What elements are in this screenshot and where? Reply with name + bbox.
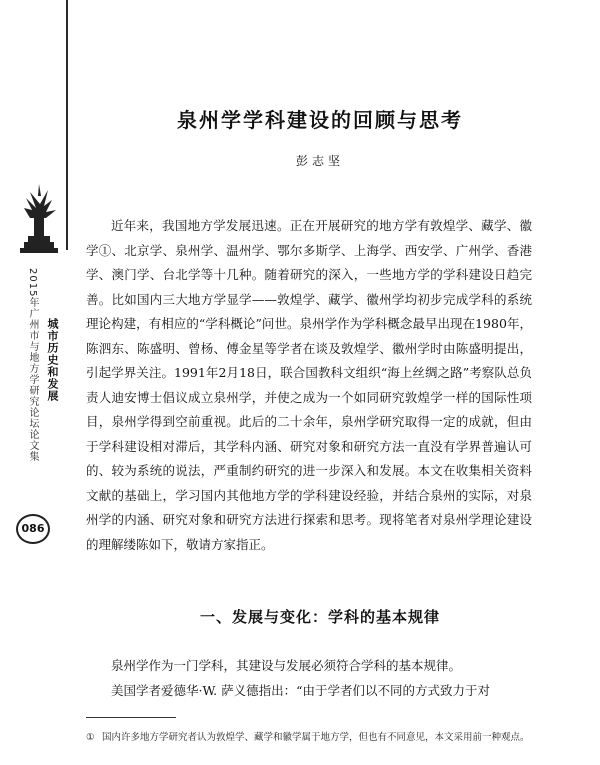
footnote-rule <box>86 717 176 718</box>
body-paragraph: 美国学者爱德华·W. 萨义德指出：“由于学者们以不同的方式致力于对 <box>111 682 490 698</box>
footnote-text: 国内许多地方学研究者认为敦煌学、藏学和徽学属于地方学，但也有不同意见，本文采用前一种观点。 <box>102 732 530 743</box>
footnote <box>86 731 532 745</box>
section-heading: 一、发展与变化：学科的基本规律 <box>199 608 440 626</box>
section-label: 城市历史和发展 <box>46 318 59 402</box>
footnote-marker: ① <box>86 732 95 743</box>
monument-logo-icon <box>16 182 62 254</box>
body-paragraph: 泉州学作为一门学科，其建设与发展必须符合学科的基本规律。 <box>111 658 462 673</box>
section-body <box>86 654 532 703</box>
body-paragraph: 近年来，我国地方学发展迅速。正在开展研究的地方学有敦煌学、藏学、徽学①、北京学、泉州学、温州学、鄂尔多斯学、上海学、西安学、广州学、香港学、澳门学、台北学等十几种。随着研究的深入，一些地方学的学科建设日趋完善。比如国内三大地方学显学——敦煌学、藏学、徽州学均初步完成学科的系统理论构建，有相应的“学科概论”问世。泉州学作为学科概念最早出现在1980年，陈泗东、陈盛明、曾杨、傅金星等学者在谈及敦煌学、徽州学时由陈盛明提出，引起学界关注。1991年2月18日，联合国教科文组织“海上丝绸之路”考察队总负责人迪安博士倡议成立泉州学，并使之成为一个如同研究敦煌学一样的国际性项目，泉州学得到空前重视。此后的二十余年，泉州学研究取得一定的成就，但由于学科建设相对滞后，其学科内涵、研究对象和研究方法一直没有学界普遍认可的、较为系统的说法，严重制约研究的进一步深入和发展。本文在收集相关资料文献的基础上，学习国内其他地方学的学科建设经验，并结合泉州的实际，对泉州学的内涵、研究对象和研究方法进行探索和思考。现将笔者对泉州学理论建设的理解缕陈如下，敬请方家指正。 <box>86 218 532 552</box>
page-number: 086 <box>16 514 50 544</box>
margin-rule <box>66 0 68 250</box>
article-author: 彭志坚 <box>295 154 344 168</box>
series-title: 2015年广州市与地方学研究论坛论文集 <box>27 268 38 463</box>
article-title: 泉州学学科建设的回顾与思考 <box>177 108 463 132</box>
article-body <box>86 214 532 557</box>
